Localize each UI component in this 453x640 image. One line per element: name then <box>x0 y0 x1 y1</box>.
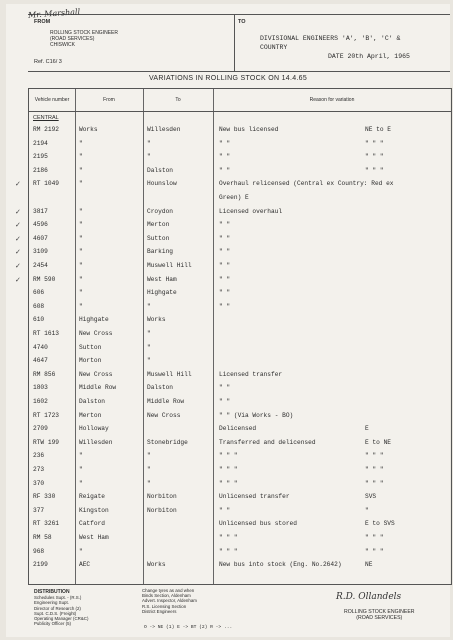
to-address: DIVISIONAL ENGINEERS 'A', 'B', 'C' & COUNTRY <box>260 35 401 51</box>
category-change-cell: " " " <box>365 534 384 541</box>
reference-number: Ref. C16/ 3 <box>34 59 62 65</box>
vehicle-number-cell: 1803 <box>33 384 48 392</box>
vehicle-number-cell: 1602 <box>33 398 48 405</box>
vehicle-number-cell: RM 856 <box>33 370 56 378</box>
to-cell: Middle Row <box>147 398 185 405</box>
vehicle-number-cell: 273 <box>33 466 45 473</box>
reason-cell: " " <box>219 275 231 283</box>
table-row <box>29 139 451 149</box>
table-row <box>29 343 451 353</box>
table-row <box>29 370 451 380</box>
reason-cell: Transferred and delicensed <box>219 438 316 446</box>
from-cell: " <box>79 153 83 161</box>
vehicle-number-cell: 2186 <box>33 166 48 174</box>
from-cell: " <box>79 234 83 242</box>
table-row <box>29 152 451 162</box>
table-header <box>29 89 451 112</box>
from-cell: " <box>79 275 83 283</box>
reason-cell: " " <box>219 506 231 514</box>
to-cell: Willesden <box>147 126 181 133</box>
from-cell: Reigate <box>79 493 105 501</box>
to-cell: " <box>147 343 151 351</box>
signatory-title: ROLLING STOCK ENGINEER (ROAD SERVICES) <box>344 609 415 621</box>
vehicle-number-cell: 377 <box>33 506 45 514</box>
to-cell: Dalston <box>147 384 173 392</box>
table-row <box>29 424 451 434</box>
from-cell: AEC <box>79 561 91 569</box>
table-row <box>29 288 451 298</box>
from-cell: " <box>79 221 83 229</box>
to-cell: " <box>147 452 151 460</box>
category-change-cell: E to SVS <box>365 520 395 528</box>
tick-mark: ✓ <box>15 180 21 189</box>
vehicle-number-cell: 2195 <box>33 153 48 161</box>
vehicle-number-cell: 968 <box>33 547 45 555</box>
vehicle-number-cell: RT 1049 <box>33 180 59 188</box>
vehicle-number-cell: RT 3261 <box>33 520 59 528</box>
category-change-cell: " <box>365 506 369 514</box>
from-cell: " <box>79 139 83 147</box>
reason-cell: " " <box>219 166 231 174</box>
category-change-cell: E <box>365 425 369 433</box>
from-cell: Highgate <box>79 316 109 324</box>
reason-cell: Licensed overhaul <box>219 207 283 215</box>
variations-table <box>15 88 452 585</box>
reason-cell: " " " <box>219 479 238 487</box>
from-cell: " <box>79 166 83 174</box>
signature: R.D. Ollandels <box>336 592 402 602</box>
from-address: ROLLING STOCK ENGINEER (ROAD SERVICES) CHISWICK <box>50 30 118 48</box>
to-cell: Barking <box>147 248 173 256</box>
to-cell: Works <box>147 561 166 569</box>
reason-cell: " " " <box>219 547 238 555</box>
vehicle-number-cell: 4740 <box>33 343 48 351</box>
table-row <box>15 247 451 257</box>
from-cell: " <box>79 207 83 215</box>
table-row <box>29 451 451 461</box>
vehicle-number-cell: 2709 <box>33 425 48 433</box>
vehicle-number-cell: 610 <box>33 316 45 324</box>
header-divider <box>234 15 235 71</box>
from-cell: " <box>79 180 83 188</box>
vehicle-number-cell: 2454 <box>33 262 48 269</box>
vehicle-number-cell: RM 590 <box>33 275 56 283</box>
vehicle-number-cell: 3109 <box>33 248 48 256</box>
from-cell: Morton <box>79 357 102 365</box>
reason-cell: Delicensed <box>219 425 257 433</box>
vehicle-number-cell: RTW 199 <box>33 438 59 446</box>
vehicle-number-cell: 236 <box>33 452 45 460</box>
to-cell: Sutton <box>147 234 170 242</box>
from-cell: Middle Row <box>79 384 117 392</box>
reason-cell: " " <box>219 153 231 161</box>
category-change-cell: " " " <box>365 166 384 174</box>
table-row <box>15 207 451 217</box>
to-cell: " <box>147 466 151 473</box>
to-cell: Norbiton <box>147 493 177 501</box>
table-row <box>29 479 451 489</box>
tick-mark: ✓ <box>15 262 21 270</box>
to-cell: " <box>147 153 151 161</box>
transfer-codes: O -> NE (1) E -> BT (2) R -> ... <box>144 625 233 630</box>
to-cell: Stonebridge <box>147 438 188 446</box>
table-row <box>29 315 451 325</box>
table-row <box>29 193 451 203</box>
category-change-cell: " " " <box>365 452 384 460</box>
reason-cell: " " <box>219 234 231 242</box>
from-cell: " <box>79 248 83 256</box>
from-cell: West Ham <box>79 534 109 541</box>
reason-cell: New bus into stock (Eng. No.2642) <box>219 561 342 569</box>
category-change-cell: " " " <box>365 466 384 473</box>
memo-date: DATE 20th April, 1965 <box>328 53 410 60</box>
reason-cell: " " <box>219 302 231 310</box>
table-row <box>29 492 451 502</box>
from-cell: Catford <box>79 520 105 528</box>
to-cell: Muswell Hill <box>147 262 192 269</box>
reason-cell: " " " <box>219 452 238 460</box>
table-row <box>29 302 451 312</box>
from-cell: " <box>79 479 83 487</box>
to-cell: Muswell Hill <box>147 370 192 378</box>
from-cell: " <box>79 289 83 297</box>
reason-cell: " " <box>219 221 231 229</box>
from-cell: New Cross <box>79 370 113 378</box>
from-cell: " <box>79 547 83 555</box>
table-row <box>29 465 451 475</box>
to-cell: Croydon <box>147 207 173 215</box>
table-row <box>29 519 451 529</box>
from-cell: Works <box>79 126 98 133</box>
to-cell: Hounslow <box>147 180 177 188</box>
table-row <box>15 220 451 230</box>
reason-cell: Overhaul relicensed (Central ex Country: Red ex <box>219 180 394 188</box>
to-cell: Norbiton <box>147 506 177 514</box>
vehicle-number-cell: RT 1613 <box>33 330 59 337</box>
reason-cell: " " " <box>219 534 238 541</box>
category-change-cell: SVS <box>365 493 377 501</box>
table-row <box>29 329 451 339</box>
vehicle-number-cell: 608 <box>33 302 45 310</box>
from-cell: Willesden <box>79 438 113 446</box>
to-cell: Works <box>147 316 166 324</box>
vehicle-number-cell: 3817 <box>33 207 48 215</box>
reason-cell: " " " <box>219 466 238 473</box>
reason-cell: Unlicensed transfer <box>219 493 290 501</box>
category-change-cell: " " " <box>365 479 384 487</box>
vehicle-number-cell: 4607 <box>33 234 48 242</box>
to-cell: West Ham <box>147 275 177 283</box>
from-cell: " <box>79 452 83 460</box>
from-cell: Dalston <box>79 398 105 405</box>
tick-mark: ✓ <box>15 207 21 216</box>
reason-cell: " " <box>219 384 231 392</box>
table-row <box>29 506 451 516</box>
table-row <box>29 166 451 176</box>
from-cell: Kingston <box>79 506 109 514</box>
category-change-cell: " " " <box>365 153 384 161</box>
tick-mark: ✓ <box>15 248 21 257</box>
handwritten-note: Mr. Marshall <box>27 7 81 20</box>
vehicle-number-cell: RM 2192 <box>33 126 59 133</box>
vehicle-number-cell: RT 1723 <box>33 411 59 419</box>
from-cell: New Cross <box>79 330 113 337</box>
table-row <box>29 125 451 135</box>
memo-header <box>27 7 450 72</box>
category-change-cell: " " " <box>365 139 384 147</box>
table-row <box>29 533 451 543</box>
reason-cell: Licensed transfer <box>219 370 283 378</box>
vehicle-number-cell: 2199 <box>33 561 48 569</box>
tick-mark: ✓ <box>15 234 21 243</box>
to-cell: Highgate <box>147 289 177 297</box>
additional-distribution: Change tyres as and when Binds Section, Aldenham Advert. Inspector, Aldenham R.S. Licensing Section District Engineers <box>142 588 197 614</box>
from-cell: " <box>79 466 83 473</box>
to-cell: " <box>147 479 151 487</box>
to-cell: " <box>147 357 151 365</box>
to-cell: " <box>147 139 151 147</box>
table-row <box>29 383 451 393</box>
reason-cell: " " <box>219 289 231 297</box>
from-cell: Merton <box>79 411 102 419</box>
from-cell: Sutton <box>79 343 102 351</box>
distribution-list: DISTRIBUTION Schedules Supt. - (R.S.) Engineering Supt. Director of Research (2) Supt. C.D.S. (Freight) Operating Manager (CR&C) Publicity Officer (5) <box>34 589 89 627</box>
header-to: To <box>175 97 181 103</box>
table-row <box>29 438 451 448</box>
category-change-cell: E to NE <box>365 438 391 446</box>
reason-cell: " " (Via Works - BO) <box>219 411 294 419</box>
reason-cell: Green) E <box>219 194 249 201</box>
to-label: TO <box>238 19 246 25</box>
vehicle-number-cell: 4596 <box>33 221 48 229</box>
reason-cell: " " <box>219 262 231 269</box>
to-cell: Merton <box>147 221 170 229</box>
category-change-cell: NE to E <box>365 126 391 133</box>
table-row <box>29 356 451 366</box>
vehicle-number-cell: 2194 <box>33 139 48 147</box>
table-row <box>29 397 451 407</box>
tick-mark: ✓ <box>15 221 21 230</box>
from-cell: " <box>79 302 83 310</box>
header-reason: Reason for variation <box>309 97 355 103</box>
table-row <box>29 411 451 421</box>
vehicle-number-cell: 4647 <box>33 357 48 365</box>
table-row <box>15 179 451 189</box>
vehicle-number-cell: RF 330 <box>33 493 56 501</box>
to-cell: Dalston <box>147 166 173 174</box>
table-row <box>29 547 451 557</box>
reason-cell: " " <box>219 248 231 256</box>
table-row <box>15 275 451 285</box>
table-row <box>15 261 451 271</box>
tick-mark: ✓ <box>15 275 21 284</box>
table-row <box>15 234 451 244</box>
to-cell: " <box>147 330 151 337</box>
from-label: FROM <box>34 19 51 25</box>
to-cell: New Cross <box>147 411 181 419</box>
header-vehicle-number: Vehicle number <box>34 97 70 103</box>
page-title: VARIATIONS IN ROLLING STOCK ON 14.4.65 <box>148 75 308 82</box>
category-change-cell: NE <box>365 561 373 569</box>
from-cell: Holloway <box>79 425 109 433</box>
vehicle-number-cell: RM 58 <box>33 534 52 541</box>
to-cell: " <box>147 302 151 310</box>
reason-cell: " " <box>219 139 231 147</box>
table-row <box>29 560 451 570</box>
reason-cell: New bus licensed <box>219 126 279 133</box>
from-cell: " <box>79 262 83 269</box>
document-page <box>6 4 450 637</box>
vehicle-number-cell: 370 <box>33 479 45 487</box>
section-label: CENTRAL <box>33 115 59 121</box>
header-from: From <box>103 97 115 103</box>
vehicle-number-cell: 606 <box>33 289 45 297</box>
reason-cell: " " <box>219 398 231 405</box>
reason-cell: Unlicensed bus stored <box>219 520 297 528</box>
category-change-cell: " " " <box>365 547 384 555</box>
